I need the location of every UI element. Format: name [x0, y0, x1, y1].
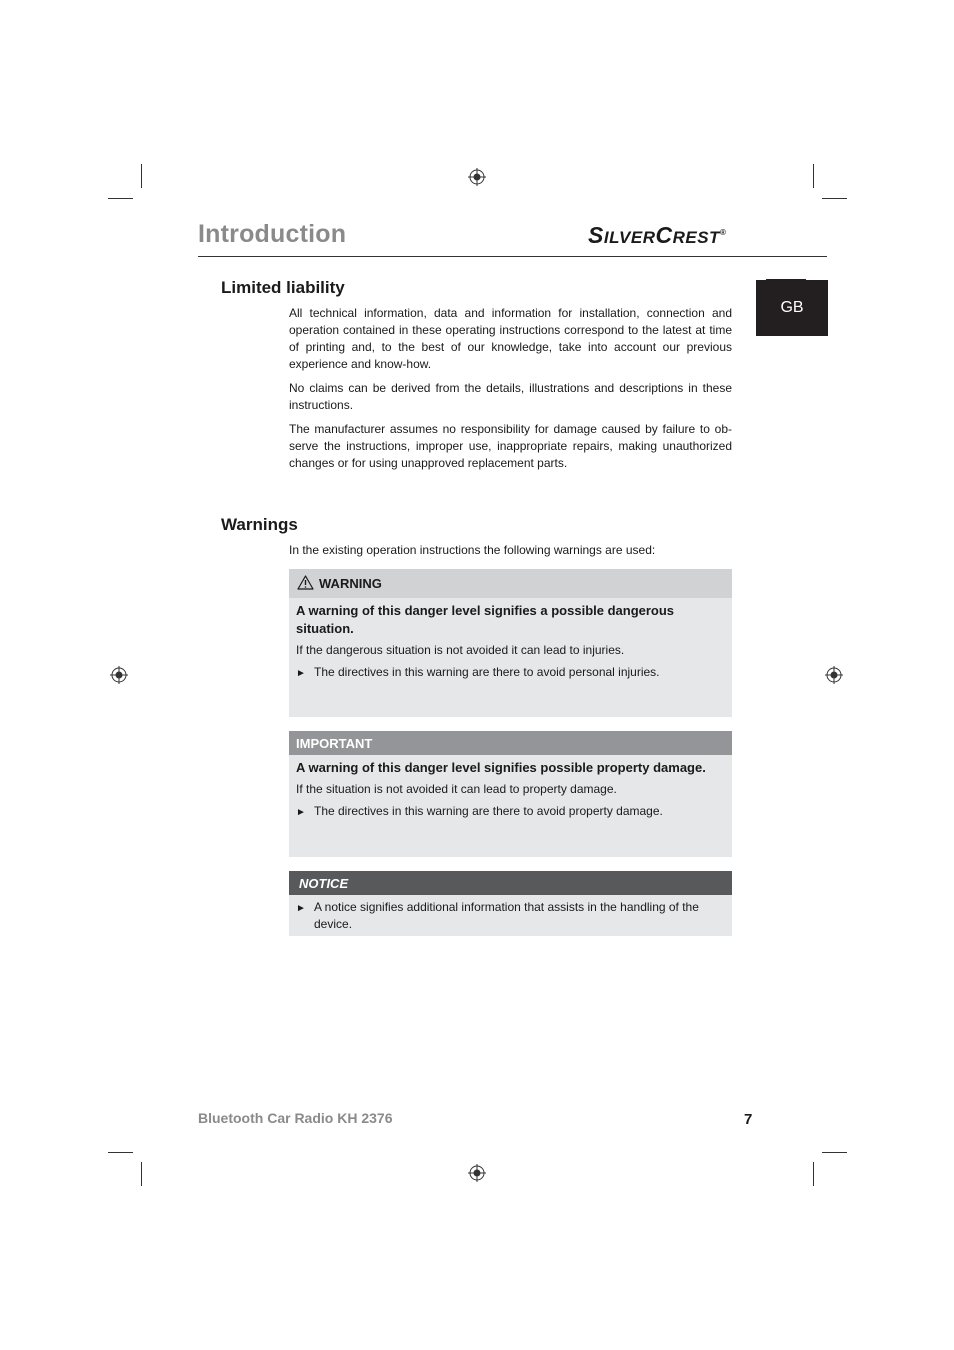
registration-mark-icon [468, 1164, 486, 1182]
crop-mark [108, 198, 133, 199]
paragraph: No claims can be derived from the details, illustrations and descriptions in these instructions. [289, 381, 732, 412]
crop-mark [813, 1162, 814, 1186]
brand-logo: SILVERCREST® [588, 222, 727, 248]
list-item: ► A notice signifies additional information that assists in the handling of the device. [296, 900, 699, 931]
paragraph: All technical information, data and information for installation, connection and operation contained in these operating instructions correspond to the latest at time of printing and, to the best of our knowledge, take into account our previous experience and know-how. [289, 306, 732, 371]
crop-mark [822, 198, 847, 199]
page-title: Introduction [198, 220, 347, 248]
list-item: ► The directives in this warning are there to avoid property damage. [296, 803, 725, 821]
notice-box [289, 871, 732, 936]
limited-liability-body [289, 305, 732, 479]
header-rule [198, 256, 827, 257]
crop-mark [822, 1152, 847, 1153]
list-item: ► The directives in this warning are there to avoid personal injuries. [296, 664, 725, 682]
crop-mark [108, 1152, 133, 1153]
warnings-intro: In the existing operation instructions the following warnings are used: [289, 543, 656, 557]
section-heading-warnings: Warnings [221, 515, 298, 534]
notice-box-header [289, 871, 732, 895]
important-label: IMPORTANT [296, 735, 373, 751]
arrow-bullet-icon: ► [296, 807, 306, 818]
warning-text: If the dangerous situation is not avoided it can lead to injuries. [296, 643, 625, 657]
crop-mark [141, 164, 142, 188]
registration-mark-icon [468, 168, 486, 186]
warning-bold-text: A warning of this danger level signifies a possible dangerous situation. [296, 603, 675, 636]
important-bold-text: A warning of this danger level signifies possible property damage. [296, 760, 706, 775]
warning-label: WARNING [319, 576, 382, 591]
important-box [289, 731, 732, 857]
important-text: If the situation is not avoided it can lead to property damage. [296, 782, 617, 796]
important-box-header [289, 731, 732, 755]
notice-label: NOTICE [299, 875, 349, 891]
section-heading-limited-liability: Limited liability [221, 278, 345, 297]
registration-mark-icon [825, 666, 843, 684]
paragraph: The manufacturer assumes no responsibility for damage caused by failure to ob-serve the instructions, improper use, inappropriate repairs, making unauthorized changes or for using unapproved replacement parts. [289, 422, 732, 470]
crop-mark [141, 1162, 142, 1186]
registration-mark-icon [110, 666, 128, 684]
arrow-bullet-icon: ► [296, 903, 306, 914]
footer-product-name: Bluetooth Car Radio KH 2376 [198, 1110, 393, 1126]
warning-box-header [289, 569, 732, 598]
warning-box [289, 569, 732, 717]
warning-triangle-icon [297, 575, 314, 590]
language-tab: GB [756, 280, 828, 336]
page-number: 7 [744, 1111, 753, 1128]
crop-mark [813, 164, 814, 188]
arrow-bullet-icon: ► [296, 668, 306, 679]
